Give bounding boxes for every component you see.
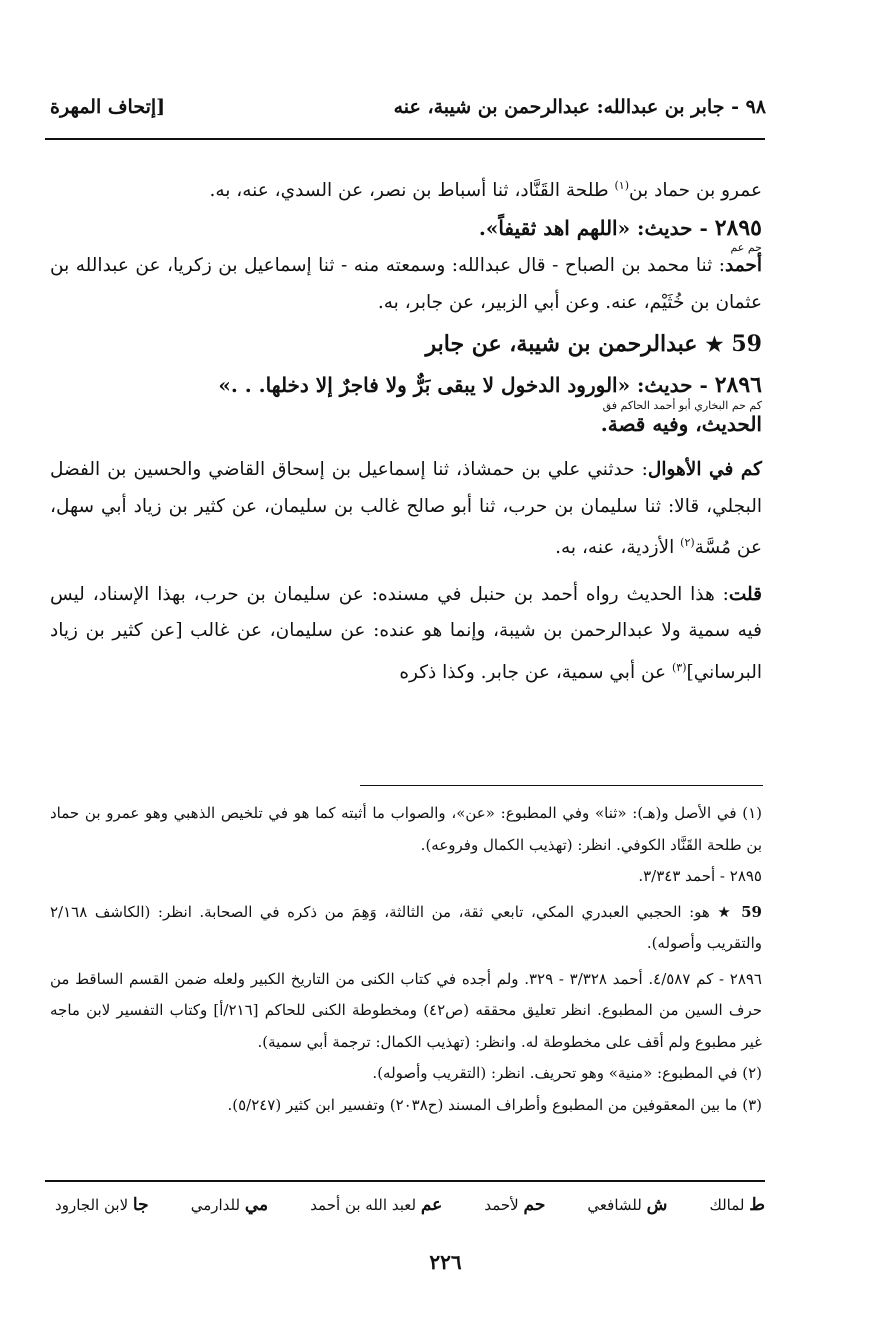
hadith-number: ٢٨٩٥ <box>714 214 762 241</box>
footnotes <box>50 798 762 1121</box>
footnote-divider <box>360 785 763 786</box>
legend-item <box>709 1195 765 1215</box>
legend-code: ش <box>646 1195 668 1215</box>
footnote-2895: ٢٨٩٥ - أحمد ٣/٣٤٣. <box>638 867 762 885</box>
hadith-title: - حديث: «اللهم اهد ثقيفاً». <box>478 215 715 240</box>
isnad-text: الأزدية، عنه، به. <box>555 537 681 559</box>
legend-item <box>484 1195 545 1215</box>
legend-code: مي <box>244 1195 269 1215</box>
page-number: ٢٢٦ <box>429 1250 462 1274</box>
spacer <box>50 442 762 452</box>
footnote-2896: ٢٨٩٦ - كم ٤/٥٨٧. أحمد ٣/٣٢٨ - ٣٢٩. ولم أجده في كتاب الكنى من التاريخ الكبير ولعله ضمن القسم الساقط من حرف السين من المطبوع. انظر تعليق محققه (ص٤٢) ومخطوطة الكنى للحاكم [٢١٦/أ] وكتاب التفسير لابن ماجه غير مطبوع ولم أقف على مخطوطة له. وانظر: (تهذيب الكمال: ترجمة أبي سمية). <box>50 969 762 1051</box>
legend-code: عم <box>420 1195 443 1215</box>
footnote-ref-2[interactable]: (٢) <box>680 536 695 550</box>
legend-label: لابن الجارود <box>55 1196 129 1214</box>
spacer <box>50 567 762 577</box>
legend-item <box>310 1195 442 1215</box>
hadith-isnad-2896 <box>50 452 762 567</box>
legend-item <box>587 1195 667 1215</box>
note-label: قلت <box>728 583 762 605</box>
legend-label: لأحمد <box>484 1196 519 1214</box>
hadith-number: ٢٨٩٦ <box>714 372 762 399</box>
footnote-number: 59 <box>741 902 762 921</box>
paragraph-continuation <box>50 168 762 210</box>
legend-label: لمالك <box>709 1196 745 1214</box>
legend-item <box>191 1195 268 1215</box>
section-title-text: عبدالرحمن بن شيبة، عن جابر <box>425 331 698 358</box>
hadith-isnad-2895 <box>50 248 762 321</box>
footnote-ref-3[interactable]: (٣) <box>671 660 687 674</box>
text-run: طلحة القَنَّاد، ثنا أسباط بن نصر، عن السدي، عنه، به. <box>209 180 615 202</box>
note-text: : هذا الحديث رواه أحمد بن حنبل في مسنده: عن سليمان بن حرب، بهذا الإسناد، ليس فيه سمية ولا عبدالرحمن بن شيبة، وإنما هو عنده: عن سليمان، عن غالب [عن كثير بن زياد البرساني] <box>50 583 762 683</box>
main-text <box>50 168 762 691</box>
legend-code: ط <box>749 1195 765 1215</box>
section-number: 59 <box>731 331 762 358</box>
footnote-3: (٣) ما بين المعقوفين من المطبوع وأطراف المسند (ح٢٠٣٨) وتفسير ابن كثير (٥/٢٤٧). <box>227 1095 762 1114</box>
text-run: عمرو بن حماد بن <box>629 180 762 202</box>
legend-label: لعبد الله بن أحمد <box>310 1196 417 1214</box>
hadith-title: - حديث: «الورود الدخول لا يبقى بَرٌّ ولا فاجرٌ إلا دخلها. . .» <box>218 373 715 398</box>
footnote-1: (١) في الأصل و(هـ): «ثنا» وفي المطبوع: «عن»، والصواب ما أثبته كما هو في تلخيص الذهبي وهو عمرو بن حماد بن طلحة القَنَّاد الكوفي. انظر: (تهذيب الكمال وفروعه). <box>50 804 762 854</box>
source-name: أحمد <box>725 255 762 277</box>
footnote-2: (٢) في المطبوع: «منية» وهو تحريف. انظر: (التقريب وأصوله). <box>372 1064 762 1082</box>
editor-note <box>50 577 762 692</box>
footnote-59 <box>50 897 762 960</box>
header-divider <box>45 138 765 140</box>
star-icon: ★ <box>705 332 724 357</box>
isnad-text: : ثنا محمد بن الصباح - قال عبدالله: وسمعته منه - ثنا إسماعيل بن زكريا، عن عبدالله بن عثمان بن خُثَيْم، عنه. وعن أبي الزبير، عن جابر، به. <box>50 255 762 313</box>
running-header <box>50 92 766 122</box>
section-heading <box>50 323 762 365</box>
legend-item <box>55 1195 149 1215</box>
legend-label: للشافعي <box>587 1196 642 1214</box>
header-book-title: [إتحاف المهرة <box>50 96 166 118</box>
legend-code: حم <box>523 1195 546 1215</box>
footnote-ref-1[interactable]: (١) <box>614 179 629 192</box>
footnote-text: ★ هو: الحجبي العبدري المكي، تابعي ثقة، من الثالثة، وَهِمَ من ذكره في الصحابة. انظر: (الكاشف ٢/١٦٨ والتقريب وأصوله). <box>50 902 762 952</box>
source-name: كم في الأهوال <box>647 459 762 481</box>
isnad-text: : حدثني علي بن حمشاذ، ثنا إسماعيل بن إسحاق القاضي والحسين بن الفضل البجلي، قالا: ثنا سليمان بن حرب، ثنا أبو صالح غالب بن سليمان، عن كثير بن زياد أبي سهل، عن مُسَّة <box>50 459 762 559</box>
header-chapter-title: ٩٨ - جابر بن عبدالله: عبدالرحمن بن شيبة، عنه <box>393 96 766 118</box>
hadith-title-tail: الحديث، وفيه قصة. <box>600 411 762 436</box>
legend-divider <box>45 1180 765 1182</box>
note-text: عن أبي سمية، عن جابر. وكذا ذكره <box>399 661 672 683</box>
legend-code: جا <box>132 1195 149 1215</box>
source-sigla: كم حم البخاري أبو أحمد الحاكم فق <box>602 398 762 412</box>
legend-label: للدارمي <box>190 1196 241 1214</box>
sigla-legend <box>55 1195 765 1215</box>
source-sigla: حم عم <box>730 241 762 255</box>
